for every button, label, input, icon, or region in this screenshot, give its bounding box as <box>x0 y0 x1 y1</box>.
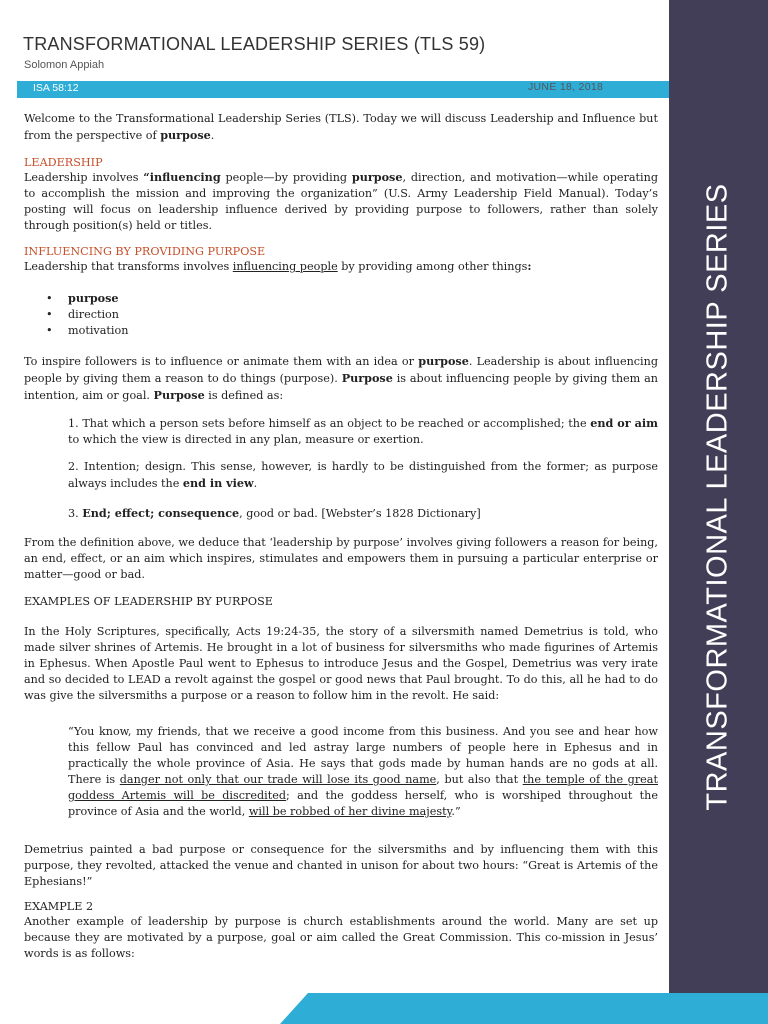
sidebar-title: TRANSFORMATIONAL LEADERSHIP SERIES <box>701 183 734 811</box>
purpose-list <box>46 290 128 339</box>
deduction-paragraph: From the definition above, we deduce that ‘leadership by purpose’ involves giving followers a reason for being, an end, effect, or an aim which inspires, stimulates and empowers them in pursuing a particular enterprise or matter—good or bad. <box>24 536 658 581</box>
section-heading-example-2: EXAMPLE 2 <box>24 900 94 913</box>
section-heading-leadership: LEADERSHIP <box>24 156 103 169</box>
list-item: • direction <box>46 307 128 323</box>
footer-accent-band <box>280 993 768 1024</box>
intro-paragraph: Welcome to the Transformational Leadership Series (TLS). Today we will discuss Leadership and Influence but from the perspective of purpose. <box>24 112 658 142</box>
list-item: • motivation <box>46 323 128 339</box>
author-name: Solomon Appiah <box>24 59 105 71</box>
leadership-paragraph: Leadership involves “influencing people—by providing purpose, direction, and motivation—while operating to accomplish the mission and improving the organization” (U.S. Army Leadership Field Manual). Today’s posting will focus on leadership influence derived by providing purpose to followers, rather than solely through position(s) held or titles. <box>24 170 659 232</box>
example-2-paragraph: Another example of leadership by purpose is church establishments around the world. Many are set up because they are motivated by a purpose, goal or aim called the Great Commission. This co-mission in Jesus’ words is as follows: <box>24 915 658 960</box>
scripture-quote: “You know, my friends, that we receive a good income from this business. And you see and hear how this fellow Paul has convinced and led astray large numbers of people here in Ephesus and in practically the whole province of Asia. He says that gods made by human hands are no gods at all. There is danger not only that our trade will lose its good name, but also that the temple of the great goddess Artemis will be discredited; and the goddess herself, who is worshiped throughout the province of Asia and the world, will be robbed of her divine majesty.” <box>68 725 658 818</box>
definition-2: 2. Intention; design. This sense, however, is hardly to be distinguished from the former; as purpose always includes the end in view. <box>68 460 658 490</box>
document-title: TRANSFORMATIONAL LEADERSHIP SERIES (TLS 59) <box>23 34 486 54</box>
demetrius-paragraph: Demetrius painted a bad purpose or consequence for the silversmiths and by influencing them with this purpose, they revolted, attacked the venue and chanted in unison for about two hours: “Great is Artemis of the Ephesians!” <box>24 843 658 888</box>
examples-paragraph: In the Holy Scriptures, specifically, Acts 19:24-35, the story of a silversmith named Demetrius is told, who made silver shrines of Artemis. He brought in a lot of business for silversmiths who made figurines of Artemis in Ephesus. When Apostle Paul went to Ephesus to introduce Jesus and the Gospel, Demetrius was very irate and so decided to LEAD a revolt against the gospel or good news that Paul brought. To do this, all he had to do was give the silversmiths a purpose or a reason to follow him in the revolt. He said: <box>24 625 658 702</box>
section-heading-examples: EXAMPLES OF LEADERSHIP BY PURPOSE <box>24 595 273 608</box>
influencing-paragraph: Leadership that transforms involves influencing people by providing among other things: <box>24 259 532 273</box>
list-item: • purpose <box>46 290 128 307</box>
scripture-reference: ISA 58:12 <box>33 82 79 94</box>
section-heading-influencing: INFLUENCING BY PROVIDING PURPOSE <box>24 245 266 258</box>
definition-3: 3. End; effect; consequence, good or bad. [Webster’s 1828 Dictionary] <box>68 506 481 520</box>
inspire-paragraph: To inspire followers is to influence or animate them with an idea or purpose. Leadership is about influencing people by giving them a reason to do things (purpose). Purpose is about influencing people by giving them an intention, aim or goal. Purpose is defined as: <box>24 354 658 402</box>
publish-date: JUNE 18, 2018 <box>528 81 604 93</box>
definition-1: 1. That which a person sets before himself as an object to be reached or accomplished; the end or aim to which the view is directed in any plan, measure or exertion. <box>68 416 658 446</box>
